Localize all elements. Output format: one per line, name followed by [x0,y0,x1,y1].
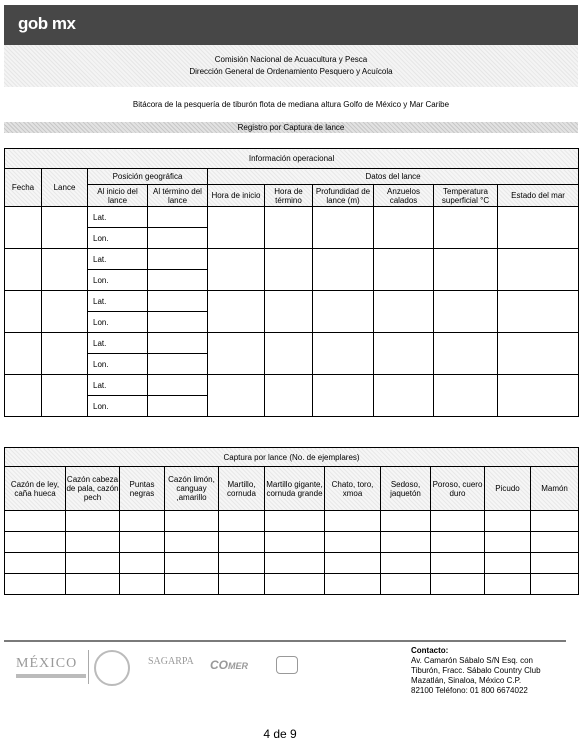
lon-end-cell[interactable] [148,312,208,333]
data-cell[interactable] [434,375,498,417]
lance-cell[interactable] [42,249,88,291]
catch-cell[interactable] [120,532,165,553]
data-cell[interactable] [313,207,374,249]
lon-label: Lon. [88,396,148,417]
catch-cell[interactable] [5,574,66,595]
lon-label: Lon. [88,228,148,249]
catch-cell[interactable] [120,553,165,574]
catch-table [4,447,579,595]
catch-cell[interactable] [265,553,325,574]
col-temperatura: Temperatura superficial °C [434,185,498,207]
col-datos: Datos del lance [208,169,579,185]
col-hora-termino: Hora de término [265,185,313,207]
data-cell[interactable] [498,375,579,417]
contact-line: Av. Camarón Sábalo S/N Esq. con [411,656,533,665]
catch-cell[interactable] [165,553,219,574]
data-cell[interactable] [434,207,498,249]
lance-cell[interactable] [42,207,88,249]
col-profundidad: Profundidad de lance (m) [313,185,374,207]
data-cell[interactable] [208,375,265,417]
logo-divider [88,650,89,684]
fecha-cell[interactable] [5,333,42,375]
data-cell[interactable] [374,291,434,333]
mexico-logo: MÉXICO [16,656,78,671]
lat-end-cell[interactable] [148,375,208,396]
catch-cell[interactable] [485,574,531,595]
col-termino: Al término del lance [148,185,208,207]
catch-cell[interactable] [431,511,485,532]
species-col: Martillo, cornuda [219,467,265,511]
fecha-cell[interactable] [5,291,42,333]
catch-cell[interactable] [325,511,381,532]
catch-cell[interactable] [219,574,265,595]
catch-cell[interactable] [165,532,219,553]
catch-cell[interactable] [66,532,120,553]
table1-title: Información operacional [5,149,579,169]
catch-cell[interactable] [531,532,579,553]
catch-cell[interactable] [165,511,219,532]
lance-cell[interactable] [42,291,88,333]
conapesca-logo: COMER [210,658,248,672]
footer-divider [4,640,566,642]
lat-label: Lat. [88,249,148,270]
national-seal-icon [94,650,130,686]
lance-cell[interactable] [42,333,88,375]
data-cell[interactable] [498,207,579,249]
catch-cell[interactable] [5,532,66,553]
catch-cell[interactable] [485,553,531,574]
lon-end-cell[interactable] [148,396,208,417]
catch-cell[interactable] [381,553,431,574]
fecha-cell[interactable] [5,249,42,291]
lat-end-cell[interactable] [148,207,208,228]
species-col: Cazón limón, canguay ,amarillo [165,467,219,511]
lat-label: Lat. [88,291,148,312]
catch-cell[interactable] [325,532,381,553]
data-cell[interactable] [374,207,434,249]
data-cell[interactable] [374,375,434,417]
catch-cell[interactable] [531,511,579,532]
section-band: Registro por Captura de lance [4,122,578,133]
catch-cell[interactable] [265,532,325,553]
lon-end-cell[interactable] [148,270,208,291]
fecha-cell[interactable] [5,375,42,417]
data-cell[interactable] [265,207,313,249]
data-cell[interactable] [313,375,374,417]
data-cell[interactable] [374,249,434,291]
phone-icon [276,656,298,674]
catch-cell[interactable] [5,511,66,532]
contact-title: Contacto: [411,646,449,655]
mexico-logo-stripe [16,674,86,678]
species-col: Picudo [485,467,531,511]
col-anzuelos: Anzuelos calados [374,185,434,207]
fecha-cell[interactable] [5,207,42,249]
catch-cell[interactable] [531,574,579,595]
institution-header [4,45,578,87]
data-cell[interactable] [208,207,265,249]
col-estado-mar: Estado del mar [498,185,579,207]
catch-cell[interactable] [219,511,265,532]
catch-cell[interactable] [120,511,165,532]
institution-line1: Comisión Nacional de Acuacultura y Pesca [214,55,368,64]
lon-end-cell[interactable] [148,354,208,375]
species-col: Puntas negras [120,467,165,511]
catch-cell[interactable] [485,532,531,553]
data-cell[interactable] [313,249,374,291]
catch-cell[interactable] [219,553,265,574]
contact-block [411,646,581,696]
species-col: Mamón [531,467,579,511]
institution-line2: Dirección General de Ordenamiento Pesquero y Acuícola [189,67,393,76]
catch-cell[interactable] [325,553,381,574]
catch-cell[interactable] [381,574,431,595]
data-cell[interactable] [265,375,313,417]
catch-cell[interactable] [66,574,120,595]
top-bar [4,5,578,45]
data-cell[interactable] [434,249,498,291]
catch-cell[interactable] [165,574,219,595]
species-col: Poroso, cuero duro [431,467,485,511]
contact-line: Mazatlán, Sinaloa, México C.P. [411,676,522,685]
data-cell[interactable] [434,291,498,333]
catch-cell[interactable] [5,553,66,574]
catch-cell[interactable] [66,553,120,574]
data-cell[interactable] [498,291,579,333]
col-hora-inicio: Hora de inicio [208,185,265,207]
contact-line: 82100 Teléfono: 01 800 6674022 [411,686,528,695]
catch-cell[interactable] [431,574,485,595]
sagarpa-logo: SAGARPA [148,656,194,667]
lon-label: Lon. [88,312,148,333]
lat-label: Lat. [88,207,148,228]
lon-label: Lon. [88,270,148,291]
catch-cell[interactable] [66,511,120,532]
catch-cell[interactable] [265,511,325,532]
data-cell[interactable] [313,333,374,375]
data-cell[interactable] [313,291,374,333]
contact-line: Tiburón, Fracc. Sábalo Country Club [411,666,541,675]
footer-logos [8,648,388,688]
lat-end-cell[interactable] [148,249,208,270]
data-cell[interactable] [208,291,265,333]
lat-label: Lat. [88,375,148,396]
data-cell[interactable] [265,291,313,333]
catch-cell[interactable] [485,511,531,532]
data-cell[interactable] [208,333,265,375]
data-cell[interactable] [265,333,313,375]
data-cell[interactable] [498,333,579,375]
catch-cell[interactable] [431,553,485,574]
operational-info-table [4,148,579,417]
species-col: Cazón de ley, caña hueca [5,467,66,511]
catch-cell[interactable] [431,532,485,553]
lat-end-cell[interactable] [148,333,208,354]
table2-title: Captura por lance (No. de ejemplares) [5,448,579,467]
lance-cell[interactable] [42,375,88,417]
catch-cell[interactable] [531,553,579,574]
lon-end-cell[interactable] [148,228,208,249]
col-inicio: Al inicio del lance [88,185,148,207]
data-cell[interactable] [374,333,434,375]
lat-label: Lat. [88,333,148,354]
page-number: 4 de 9 [263,727,297,741]
data-cell[interactable] [434,333,498,375]
catch-cell[interactable] [381,532,431,553]
catch-cell[interactable] [265,574,325,595]
lat-end-cell[interactable] [148,291,208,312]
document-title: Bitácora de la pesquería de tiburón flota de mediana altura Golfo de México y Mar Caribe [132,100,450,109]
species-col: Chato, toro, xmoa [325,467,381,511]
lon-label: Lon. [88,354,148,375]
col-lance: Lance [42,169,88,207]
species-col: Sedoso, jaquetón [381,467,431,511]
data-cell[interactable] [265,249,313,291]
col-posicion: Posición geográfica [88,169,208,185]
catch-cell[interactable] [325,574,381,595]
species-col: Cazón cabeza de pala, cazón pech [66,467,120,511]
data-cell[interactable] [498,249,579,291]
catch-cell[interactable] [219,532,265,553]
catch-cell[interactable] [120,574,165,595]
species-col: Martillo gigante, cornuda grande [265,467,325,511]
data-cell[interactable] [208,249,265,291]
gobmx-logo: gob mx [18,14,76,33]
catch-cell[interactable] [381,511,431,532]
col-fecha: Fecha [5,169,42,207]
